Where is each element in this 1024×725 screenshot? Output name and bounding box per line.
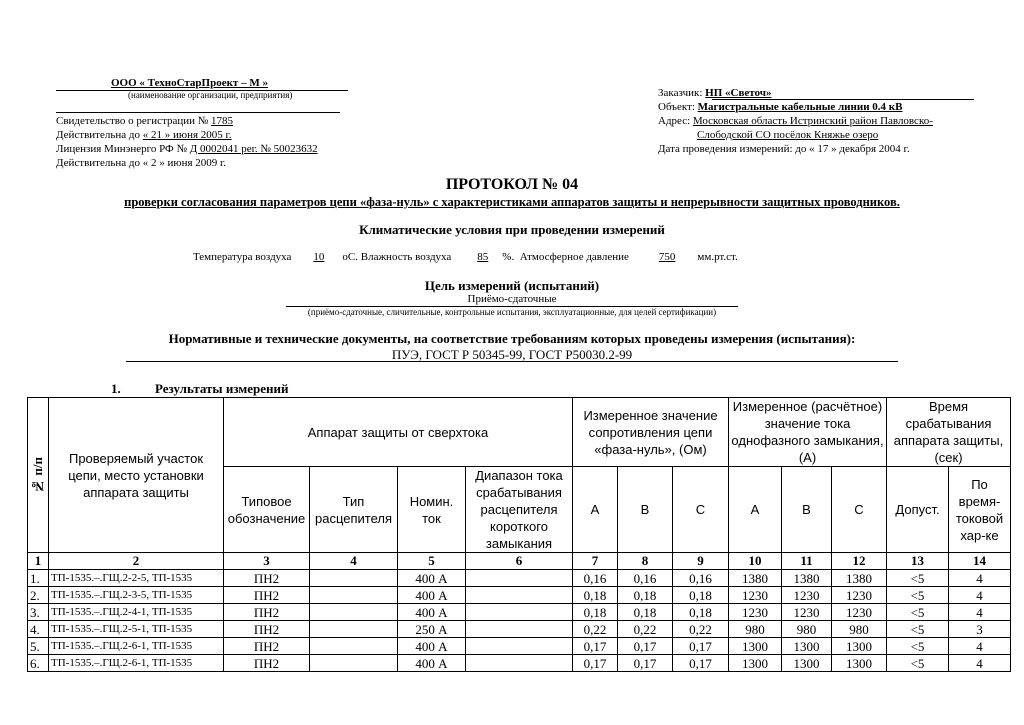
cell-res-b: 0,18: [618, 587, 673, 604]
column-number: 14: [949, 553, 1011, 570]
license: Лицензия Минэнерго РФ № Д 0002041 рег. № 50023632: [56, 143, 318, 155]
column-number: 10: [729, 553, 782, 570]
header-res-c: С: [673, 467, 729, 553]
norms-value: ПУЭ, ГОСТ Р 50345-99, ГОСТ Р50030.2-99: [391, 347, 633, 362]
cell-res-c: 0,16: [673, 570, 729, 587]
cell-res-c: 0,18: [673, 604, 729, 621]
cell-allowed: <5: [887, 655, 949, 672]
column-number: 5: [398, 553, 466, 570]
cell-release: [310, 604, 398, 621]
cell-type: ПН2: [224, 604, 310, 621]
cell-cur-a: 1300: [729, 655, 782, 672]
header-type: Типовое обозначение: [224, 467, 310, 553]
header-resistance: Измеренное значение сопротивления цепи «фаза-нуль», (Ом): [573, 398, 729, 467]
cell-res-b: 0,16: [618, 570, 673, 587]
table-row: [28, 621, 1011, 638]
column-number: 1: [28, 553, 49, 570]
header-allowed: Допуст.: [887, 467, 949, 553]
header-curve: По время-токовой хар-ке: [949, 467, 1011, 553]
cell-nominal: 400 А: [398, 638, 466, 655]
cell-cur-b: 1380: [782, 570, 832, 587]
cell-cur-b: 1230: [782, 587, 832, 604]
norms-heading: Нормативные и технические документы, на соответствие требованиям которых проведены измерения (испытания):: [168, 331, 856, 346]
cell-release: [310, 655, 398, 672]
results-table: [27, 397, 1011, 672]
cell-allowed: <5: [887, 570, 949, 587]
cell-cur-c: 980: [832, 621, 887, 638]
cell-res-c: 0,17: [673, 638, 729, 655]
results-number: 1.: [111, 381, 121, 396]
cell-range: [466, 621, 573, 638]
column-number: 3: [224, 553, 310, 570]
cell-res-a: 0,17: [573, 655, 618, 672]
cell-res-a: 0,22: [573, 621, 618, 638]
divider: [126, 361, 898, 362]
cell-nominal: 400 А: [398, 655, 466, 672]
cell-range: [466, 655, 573, 672]
table-row: [28, 638, 1011, 655]
goal-caption: (приёмо-сдаточные, сличительные, контрольные испытания, эксплуатационные, для целей сертификации): [307, 307, 717, 317]
cell-curve: 3: [949, 621, 1011, 638]
cell-cur-a: 1380: [729, 570, 782, 587]
cell-nominal: 400 А: [398, 587, 466, 604]
cell-type: ПН2: [224, 638, 310, 655]
cell-res-b: 0,18: [618, 604, 673, 621]
goal-heading: Цель измерений (испытаний): [424, 278, 600, 293]
header-res-b: В: [618, 467, 673, 553]
column-number: 13: [887, 553, 949, 570]
cell-cur-b: 1300: [782, 638, 832, 655]
header-device: Аппарат защиты от сверхтока: [224, 398, 573, 467]
header-time: Время срабатывания аппарата защиты, (сек): [887, 398, 1011, 467]
cell-range: [466, 587, 573, 604]
cell-curve: 4: [949, 604, 1011, 621]
registration: Свидетельство о регистрации № 1785: [56, 115, 234, 127]
cell-range: [466, 638, 573, 655]
cell-cur-c: 1230: [832, 587, 887, 604]
header-cur-c: С: [832, 467, 887, 553]
cell-allowed: <5: [887, 638, 949, 655]
cell-res-b: 0,22: [618, 621, 673, 638]
cell-type: ПН2: [224, 570, 310, 587]
cell-release: [310, 587, 398, 604]
cell-res-b: 0,17: [618, 655, 673, 672]
cell-allowed: <5: [887, 604, 949, 621]
column-numbers-row: [28, 553, 1011, 570]
column-number: 7: [573, 553, 618, 570]
cell-site: ТП-1535.–.ГЩ.2-4-1, ТП-1535: [49, 604, 224, 621]
cell-cur-a: 980: [729, 621, 782, 638]
header-nominal: Номин. ток: [398, 467, 466, 553]
climate-heading: Климатические условия при проведении измерений: [359, 222, 665, 237]
cell-index: 5.: [28, 638, 49, 655]
column-number: 4: [310, 553, 398, 570]
header-site: Проверяемый участок цепи, место установки аппарата защиты: [49, 398, 224, 553]
cell-cur-c: 1300: [832, 655, 887, 672]
cell-res-a: 0,18: [573, 604, 618, 621]
cell-cur-b: 1230: [782, 604, 832, 621]
cell-release: [310, 638, 398, 655]
cell-cur-b: 980: [782, 621, 832, 638]
cell-curve: 4: [949, 587, 1011, 604]
cell-nominal: 400 А: [398, 604, 466, 621]
cell-res-a: 0,16: [573, 570, 618, 587]
address-line-2: Слободской СО посёлок Княжье озеро: [697, 129, 879, 141]
cell-allowed: <5: [887, 621, 949, 638]
protocol-title: ПРОТОКОЛ № 04: [445, 176, 579, 193]
cell-res-c: 0,17: [673, 655, 729, 672]
column-number: 11: [782, 553, 832, 570]
divider: [712, 99, 974, 100]
table-row: [28, 570, 1011, 587]
cell-cur-c: 1300: [832, 638, 887, 655]
address: Адрес: Московская область Истринский район Павловско-: [658, 115, 933, 127]
cell-curve: 4: [949, 638, 1011, 655]
cell-index: 3.: [28, 604, 49, 621]
column-number: 2: [49, 553, 224, 570]
header-res-a: А: [573, 467, 618, 553]
cell-res-b: 0,17: [618, 638, 673, 655]
protocol-subtitle: проверки согласования параметров цепи «фаза-нуль» с характеристиками аппаратов защиты и непрерывности защитных проводников.: [124, 195, 900, 209]
cell-type: ПН2: [224, 655, 310, 672]
cell-site: ТП-1535.–.ГЩ.2-2-5, ТП-1535: [49, 570, 224, 587]
results-heading: Результаты измерений: [155, 381, 289, 396]
header-range: Диапазон тока срабатывания расцепителя короткого замыкания: [466, 467, 573, 553]
goal-value: Приёмо-сдаточные: [467, 293, 557, 305]
cell-site: ТП-1535.–.ГЩ.2-5-1, ТП-1535: [49, 621, 224, 638]
cell-site: ТП-1535.–.ГЩ.2-3-5, ТП-1535: [49, 587, 224, 604]
measurement-date: Дата проведения измерений: до « 17 » декабря 2004 г.: [658, 143, 910, 155]
object: Объект: Магистральные кабельные линии 0.4 кВ: [658, 101, 903, 113]
column-number: 8: [618, 553, 673, 570]
cell-res-a: 0,18: [573, 587, 618, 604]
cell-res-c: 0,22: [673, 621, 729, 638]
cell-cur-a: 1230: [729, 587, 782, 604]
cell-release: [310, 570, 398, 587]
org-caption: (наименование организации, предприятия): [128, 90, 293, 100]
divider: [56, 112, 340, 113]
cell-type: ПН2: [224, 587, 310, 604]
column-number: 6: [466, 553, 573, 570]
table-row: [28, 655, 1011, 672]
header-cur-b: В: [782, 467, 832, 553]
column-number: 9: [673, 553, 729, 570]
valid-until-1: Действительна до « 21 » июня 2005 г.: [56, 129, 232, 141]
cell-allowed: <5: [887, 587, 949, 604]
cell-index: 1.: [28, 570, 49, 587]
cell-index: 4.: [28, 621, 49, 638]
cell-cur-b: 1300: [782, 655, 832, 672]
column-number: 12: [832, 553, 887, 570]
cell-index: 6.: [28, 655, 49, 672]
cell-release: [310, 621, 398, 638]
climate-values: Температура воздуха 10 оС. Влажность воздуха 85 %. Атмосферное давление 750 мм.рт.ст.: [193, 251, 738, 263]
cell-curve: 4: [949, 655, 1011, 672]
table-row: [28, 587, 1011, 604]
header-current: Измеренное (расчётное) значение тока однофазного замыкания, (А): [729, 398, 887, 467]
cell-site: ТП-1535.–.ГЩ.2-6-1, ТП-1535: [49, 655, 224, 672]
table-row: [28, 604, 1011, 621]
cell-curve: 4: [949, 570, 1011, 587]
cell-res-a: 0,17: [573, 638, 618, 655]
cell-cur-a: 1300: [729, 638, 782, 655]
cell-range: [466, 604, 573, 621]
header-index: № п/п: [28, 398, 49, 553]
header-release: Тип расцепителя: [310, 467, 398, 553]
cell-nominal: 400 А: [398, 570, 466, 587]
cell-index: 2.: [28, 587, 49, 604]
cell-type: ПН2: [224, 621, 310, 638]
cell-res-c: 0,18: [673, 587, 729, 604]
cell-cur-c: 1380: [832, 570, 887, 587]
cell-site: ТП-1535.–.ГЩ.2-6-1, ТП-1535: [49, 638, 224, 655]
valid-until-2: Действительна до « 2 » июня 2009 г.: [56, 157, 227, 169]
cell-cur-a: 1230: [729, 604, 782, 621]
cell-cur-c: 1230: [832, 604, 887, 621]
cell-nominal: 250 А: [398, 621, 466, 638]
cell-range: [466, 570, 573, 587]
org-name: ООО « ТехноСтарПроект – М »: [111, 77, 268, 89]
client: Заказчик: НП «Светоч»: [658, 87, 772, 99]
header-cur-a: А: [729, 467, 782, 553]
